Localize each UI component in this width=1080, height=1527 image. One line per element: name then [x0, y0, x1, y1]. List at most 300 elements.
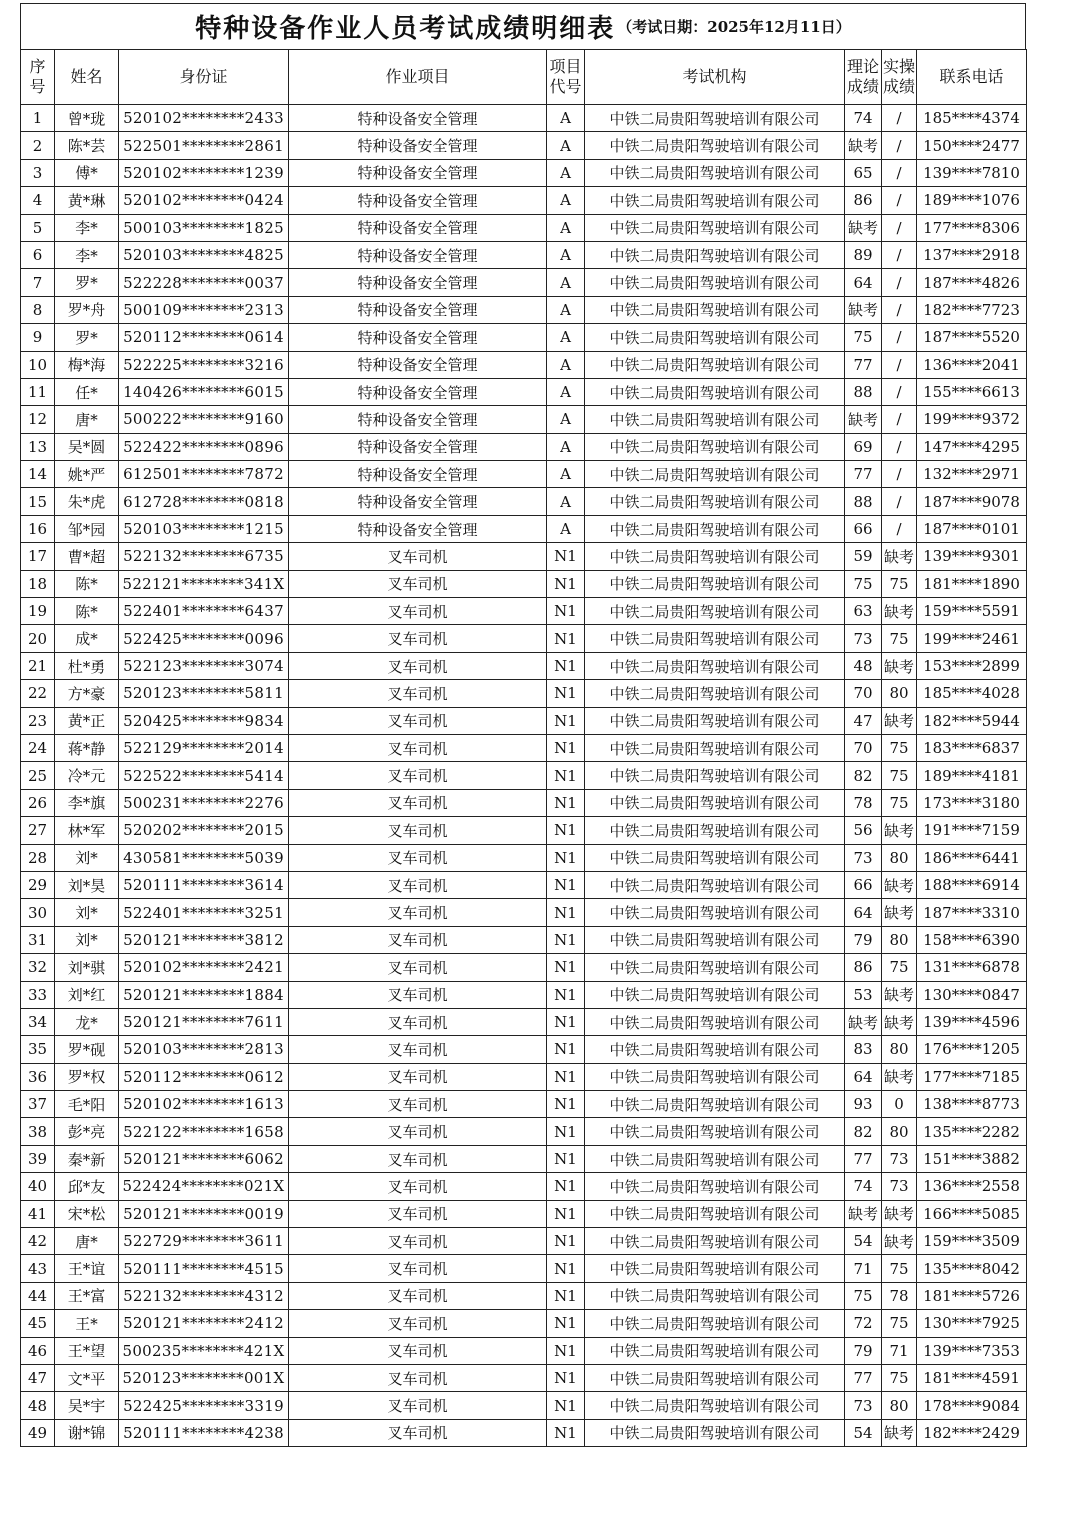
- cell-phone: 137****2918: [917, 241, 1027, 268]
- cell-id-card: 520123********001X: [119, 1364, 289, 1391]
- cell-theory-score: 82: [845, 762, 882, 789]
- cell-exam-institution: 中铁二局贵阳驾驶培训有限公司: [585, 461, 845, 488]
- cell-name: 任*: [55, 378, 119, 405]
- cell-item-code: A: [547, 324, 585, 351]
- cell-practical-score: 缺考: [882, 1228, 917, 1255]
- table-row: [21, 680, 1027, 707]
- cell-id-card: 522522********5414: [119, 762, 289, 789]
- cell-exam-institution: 中铁二局贵阳驾驶培训有限公司: [585, 1282, 845, 1309]
- cell-name: 吴*宇: [55, 1392, 119, 1419]
- cell-work-item: 叉车司机: [289, 1282, 547, 1309]
- cell-id-card: 522501********2861: [119, 132, 289, 159]
- cell-work-item: 特种设备安全管理: [289, 515, 547, 542]
- cell-practical-score: 缺考: [882, 871, 917, 898]
- cell-work-item: 叉车司机: [289, 1337, 547, 1364]
- cell-id-card: 612501********7872: [119, 461, 289, 488]
- cell-phone: 189****1076: [917, 187, 1027, 214]
- cell-seq: 17: [21, 543, 55, 570]
- cell-id-card: 520103********2813: [119, 1036, 289, 1063]
- cell-practical-score: /: [882, 515, 917, 542]
- cell-phone: 130****0847: [917, 981, 1027, 1008]
- cell-item-code: N1: [547, 981, 585, 1008]
- cell-theory-score: 65: [845, 159, 882, 186]
- cell-phone: 131****6878: [917, 954, 1027, 981]
- cell-practical-score: /: [882, 406, 917, 433]
- cell-theory-score: 70: [845, 734, 882, 761]
- cell-seq: 48: [21, 1392, 55, 1419]
- cell-practical-score: /: [882, 269, 917, 296]
- cell-name: 杜*勇: [55, 652, 119, 679]
- cell-seq: 46: [21, 1337, 55, 1364]
- cell-phone: 151****3882: [917, 1145, 1027, 1172]
- cell-seq: 40: [21, 1173, 55, 1200]
- cell-id-card: 500109********2313: [119, 296, 289, 323]
- cell-seq: 8: [21, 296, 55, 323]
- sheet-title: [20, 3, 1026, 49]
- cell-work-item: 叉车司机: [289, 871, 547, 898]
- cell-name: 姚*严: [55, 461, 119, 488]
- cell-practical-score: /: [882, 378, 917, 405]
- cell-practical-score: /: [882, 324, 917, 351]
- cell-item-code: A: [547, 515, 585, 542]
- cell-item-code: N1: [547, 1145, 585, 1172]
- cell-practical-score: /: [882, 488, 917, 515]
- header-line: 理论: [846, 57, 879, 76]
- cell-phone: 178****9084: [917, 1392, 1027, 1419]
- table-row: [21, 351, 1027, 378]
- cell-work-item: 特种设备安全管理: [289, 296, 547, 323]
- table-row: [21, 570, 1027, 597]
- header-name: [55, 50, 119, 105]
- cell-theory-score: 53: [845, 981, 882, 1008]
- cell-practical-score: 缺考: [882, 981, 917, 1008]
- table-row: [21, 105, 1027, 132]
- table-row: [21, 1419, 1027, 1446]
- table-row: [21, 324, 1027, 351]
- cell-id-card: 520102********2421: [119, 954, 289, 981]
- cell-practical-score: 75: [882, 625, 917, 652]
- cell-phone: 189****4181: [917, 762, 1027, 789]
- cell-item-code: N1: [547, 1364, 585, 1391]
- cell-practical-score: 75: [882, 789, 917, 816]
- cell-name: 蒋*静: [55, 734, 119, 761]
- cell-practical-score: /: [882, 241, 917, 268]
- cell-theory-score: 89: [845, 241, 882, 268]
- cell-phone: 177****8306: [917, 214, 1027, 241]
- score-table: [20, 49, 1027, 1447]
- cell-id-card: 520121********6062: [119, 1145, 289, 1172]
- cell-exam-institution: 中铁二局贵阳驾驶培训有限公司: [585, 598, 845, 625]
- cell-practical-score: 73: [882, 1173, 917, 1200]
- cell-phone: 135****8042: [917, 1255, 1027, 1282]
- cell-item-code: A: [547, 461, 585, 488]
- cell-item-code: N1: [547, 789, 585, 816]
- cell-exam-institution: 中铁二局贵阳驾驶培训有限公司: [585, 1392, 845, 1419]
- cell-seq: 27: [21, 817, 55, 844]
- cell-seq: 11: [21, 378, 55, 405]
- cell-practical-score: 75: [882, 570, 917, 597]
- table-row: [21, 296, 1027, 323]
- cell-seq: 31: [21, 926, 55, 953]
- cell-theory-score: 75: [845, 324, 882, 351]
- cell-seq: 34: [21, 1008, 55, 1035]
- cell-theory-score: 66: [845, 515, 882, 542]
- table-row: [21, 1255, 1027, 1282]
- cell-phone: 182****2429: [917, 1419, 1027, 1446]
- cell-practical-score: 80: [882, 680, 917, 707]
- cell-work-item: 特种设备安全管理: [289, 105, 547, 132]
- table-row: [21, 406, 1027, 433]
- cell-seq: 44: [21, 1282, 55, 1309]
- cell-id-card: 520123********5811: [119, 680, 289, 707]
- cell-theory-score: 77: [845, 351, 882, 378]
- cell-theory-score: 48: [845, 652, 882, 679]
- cell-item-code: A: [547, 406, 585, 433]
- cell-item-code: A: [547, 351, 585, 378]
- cell-exam-institution: 中铁二局贵阳驾驶培训有限公司: [585, 1008, 845, 1035]
- cell-id-card: 520121********7611: [119, 1008, 289, 1035]
- cell-seq: 30: [21, 899, 55, 926]
- cell-seq: 2: [21, 132, 55, 159]
- cell-work-item: 特种设备安全管理: [289, 488, 547, 515]
- cell-id-card: 520112********0614: [119, 324, 289, 351]
- table-row: [21, 1036, 1027, 1063]
- cell-seq: 18: [21, 570, 55, 597]
- cell-theory-score: 70: [845, 680, 882, 707]
- cell-seq: 32: [21, 954, 55, 981]
- score-sheet: [20, 3, 1026, 1447]
- table-row: [21, 159, 1027, 186]
- cell-name: 陈*: [55, 598, 119, 625]
- table-row: [21, 652, 1027, 679]
- cell-practical-score: 缺考: [882, 707, 917, 734]
- cell-work-item: 叉车司机: [289, 1200, 547, 1227]
- cell-practical-score: 75: [882, 1255, 917, 1282]
- cell-theory-score: 75: [845, 1282, 882, 1309]
- cell-practical-score: /: [882, 296, 917, 323]
- cell-work-item: 叉车司机: [289, 1228, 547, 1255]
- cell-id-card: 522129********2014: [119, 734, 289, 761]
- cell-work-item: 叉车司机: [289, 926, 547, 953]
- cell-id-card: 522228********0037: [119, 269, 289, 296]
- title-main: 特种设备作业人员考试成绩明细表: [195, 14, 616, 44]
- table-row: [21, 488, 1027, 515]
- cell-exam-institution: 中铁二局贵阳驾驶培训有限公司: [585, 625, 845, 652]
- cell-item-code: N1: [547, 1118, 585, 1145]
- cell-seq: 25: [21, 762, 55, 789]
- cell-practical-score: 78: [882, 1282, 917, 1309]
- cell-name: 李*旗: [55, 789, 119, 816]
- cell-practical-score: 75: [882, 734, 917, 761]
- cell-name: 曹*超: [55, 543, 119, 570]
- cell-exam-institution: 中铁二局贵阳驾驶培训有限公司: [585, 981, 845, 1008]
- cell-id-card: 522225********3216: [119, 351, 289, 378]
- cell-phone: 185****4374: [917, 105, 1027, 132]
- cell-work-item: 叉车司机: [289, 543, 547, 570]
- cell-name: 宋*松: [55, 1200, 119, 1227]
- table-row: [21, 789, 1027, 816]
- cell-theory-score: 75: [845, 570, 882, 597]
- cell-id-card: 430581********5039: [119, 844, 289, 871]
- cell-id-card: 520102********0424: [119, 187, 289, 214]
- cell-exam-institution: 中铁二局贵阳驾驶培训有限公司: [585, 570, 845, 597]
- cell-item-code: A: [547, 132, 585, 159]
- table-row: [21, 762, 1027, 789]
- cell-exam-institution: 中铁二局贵阳驾驶培训有限公司: [585, 351, 845, 378]
- cell-theory-score: 93: [845, 1091, 882, 1118]
- cell-item-code: N1: [547, 1008, 585, 1035]
- cell-name: 陈*: [55, 570, 119, 597]
- cell-exam-institution: 中铁二局贵阳驾驶培训有限公司: [585, 269, 845, 296]
- table-row: [21, 1008, 1027, 1035]
- cell-practical-score: 0: [882, 1091, 917, 1118]
- cell-seq: 28: [21, 844, 55, 871]
- cell-practical-score: 80: [882, 1118, 917, 1145]
- cell-work-item: 叉车司机: [289, 1173, 547, 1200]
- cell-phone: 147****4295: [917, 433, 1027, 460]
- cell-exam-institution: 中铁二局贵阳驾驶培训有限公司: [585, 652, 845, 679]
- cell-name: 黄*琳: [55, 187, 119, 214]
- cell-work-item: 特种设备安全管理: [289, 187, 547, 214]
- cell-phone: 185****4028: [917, 680, 1027, 707]
- cell-id-card: 522122********1658: [119, 1118, 289, 1145]
- table-row: [21, 899, 1027, 926]
- cell-id-card: 520121********1884: [119, 981, 289, 1008]
- cell-exam-institution: 中铁二局贵阳驾驶培训有限公司: [585, 926, 845, 953]
- cell-seq: 4: [21, 187, 55, 214]
- cell-name: 罗*舟: [55, 296, 119, 323]
- header-row: [21, 50, 1027, 105]
- header-line: 姓名: [70, 67, 103, 86]
- cell-work-item: 叉车司机: [289, 817, 547, 844]
- cell-work-item: 叉车司机: [289, 899, 547, 926]
- header-line: 成绩: [882, 77, 915, 96]
- cell-phone: 136****2558: [917, 1173, 1027, 1200]
- cell-practical-score: 75: [882, 762, 917, 789]
- cell-exam-institution: 中铁二局贵阳驾驶培训有限公司: [585, 1036, 845, 1063]
- cell-theory-score: 缺考: [845, 1008, 882, 1035]
- cell-theory-score: 83: [845, 1036, 882, 1063]
- cell-name: 罗*权: [55, 1063, 119, 1090]
- cell-item-code: A: [547, 296, 585, 323]
- cell-name: 李*: [55, 214, 119, 241]
- cell-phone: 153****2899: [917, 652, 1027, 679]
- cell-item-code: N1: [547, 625, 585, 652]
- cell-exam-institution: 中铁二局贵阳驾驶培训有限公司: [585, 762, 845, 789]
- cell-seq: 45: [21, 1310, 55, 1337]
- cell-exam-institution: 中铁二局贵阳驾驶培训有限公司: [585, 214, 845, 241]
- cell-work-item: 叉车司机: [289, 954, 547, 981]
- cell-theory-score: 66: [845, 871, 882, 898]
- cell-item-code: N1: [547, 1200, 585, 1227]
- cell-id-card: 520425********9834: [119, 707, 289, 734]
- cell-name: 刘*骐: [55, 954, 119, 981]
- cell-seq: 26: [21, 789, 55, 816]
- cell-name: 彭*亮: [55, 1118, 119, 1145]
- cell-phone: 183****6837: [917, 734, 1027, 761]
- cell-name: 李*: [55, 241, 119, 268]
- cell-seq: 23: [21, 707, 55, 734]
- cell-practical-score: /: [882, 433, 917, 460]
- cell-exam-institution: 中铁二局贵阳驾驶培训有限公司: [585, 433, 845, 460]
- cell-phone: 159****5591: [917, 598, 1027, 625]
- cell-theory-score: 缺考: [845, 1200, 882, 1227]
- cell-phone: 181****5726: [917, 1282, 1027, 1309]
- cell-practical-score: 缺考: [882, 817, 917, 844]
- table-row: [21, 378, 1027, 405]
- cell-work-item: 叉车司机: [289, 652, 547, 679]
- table-row: [21, 707, 1027, 734]
- table-row: [21, 734, 1027, 761]
- cell-theory-score: 54: [845, 1419, 882, 1446]
- cell-exam-institution: 中铁二局贵阳驾驶培训有限公司: [585, 406, 845, 433]
- cell-name: 王*谊: [55, 1255, 119, 1282]
- cell-practical-score: 缺考: [882, 1200, 917, 1227]
- header-work-item: [289, 50, 547, 105]
- cell-exam-institution: 中铁二局贵阳驾驶培训有限公司: [585, 187, 845, 214]
- header-seq: [21, 50, 55, 105]
- cell-name: 唐*: [55, 406, 119, 433]
- cell-item-code: A: [547, 433, 585, 460]
- cell-name: 梅*海: [55, 351, 119, 378]
- header-line: 实操: [882, 57, 915, 76]
- cell-id-card: 520102********1239: [119, 159, 289, 186]
- cell-theory-score: 73: [845, 625, 882, 652]
- cell-seq: 1: [21, 105, 55, 132]
- cell-id-card: 520103********4825: [119, 241, 289, 268]
- cell-practical-score: /: [882, 132, 917, 159]
- cell-item-code: N1: [547, 1036, 585, 1063]
- cell-item-code: N1: [547, 1310, 585, 1337]
- cell-seq: 9: [21, 324, 55, 351]
- cell-phone: 187****9078: [917, 488, 1027, 515]
- cell-name: 刘*: [55, 844, 119, 871]
- cell-phone: 186****6441: [917, 844, 1027, 871]
- cell-item-code: N1: [547, 734, 585, 761]
- cell-exam-institution: 中铁二局贵阳驾驶培训有限公司: [585, 1200, 845, 1227]
- table-row: [21, 433, 1027, 460]
- cell-seq: 6: [21, 241, 55, 268]
- cell-seq: 29: [21, 871, 55, 898]
- cell-work-item: 特种设备安全管理: [289, 324, 547, 351]
- cell-practical-score: 80: [882, 1036, 917, 1063]
- cell-seq: 13: [21, 433, 55, 460]
- cell-id-card: 520102********2433: [119, 105, 289, 132]
- cell-exam-institution: 中铁二局贵阳驾驶培训有限公司: [585, 378, 845, 405]
- cell-id-card: 522729********3611: [119, 1228, 289, 1255]
- cell-id-card: 500231********2276: [119, 789, 289, 816]
- cell-id-card: 522132********6735: [119, 543, 289, 570]
- cell-phone: 188****6914: [917, 871, 1027, 898]
- cell-id-card: 522401********6437: [119, 598, 289, 625]
- cell-seq: 36: [21, 1063, 55, 1090]
- header-line: 代号: [549, 77, 582, 96]
- cell-name: 毛*阳: [55, 1091, 119, 1118]
- cell-phone: 187****5520: [917, 324, 1027, 351]
- table-row: [21, 187, 1027, 214]
- cell-phone: 132****2971: [917, 461, 1027, 488]
- cell-name: 刘*红: [55, 981, 119, 1008]
- cell-seq: 24: [21, 734, 55, 761]
- cell-item-code: N1: [547, 1255, 585, 1282]
- cell-id-card: 520111********4238: [119, 1419, 289, 1446]
- cell-seq: 38: [21, 1118, 55, 1145]
- cell-theory-score: 79: [845, 1337, 882, 1364]
- cell-work-item: 叉车司机: [289, 762, 547, 789]
- cell-name: 刘*: [55, 899, 119, 926]
- cell-name: 龙*: [55, 1008, 119, 1035]
- cell-item-code: A: [547, 241, 585, 268]
- cell-phone: 191****7159: [917, 817, 1027, 844]
- cell-item-code: N1: [547, 680, 585, 707]
- cell-work-item: 叉车司机: [289, 1392, 547, 1419]
- cell-work-item: 特种设备安全管理: [289, 241, 547, 268]
- header-line: 作业项目: [385, 67, 450, 86]
- cell-exam-institution: 中铁二局贵阳驾驶培训有限公司: [585, 1228, 845, 1255]
- table-row: [21, 981, 1027, 1008]
- cell-theory-score: 69: [845, 433, 882, 460]
- cell-practical-score: /: [882, 187, 917, 214]
- cell-phone: 139****9301: [917, 543, 1027, 570]
- header-line: 序: [29, 57, 46, 76]
- cell-work-item: 叉车司机: [289, 707, 547, 734]
- header-line: 考试机构: [682, 67, 747, 86]
- cell-exam-institution: 中铁二局贵阳驾驶培训有限公司: [585, 241, 845, 268]
- cell-theory-score: 47: [845, 707, 882, 734]
- cell-id-card: 522123********3074: [119, 652, 289, 679]
- cell-practical-score: 71: [882, 1337, 917, 1364]
- table-row: [21, 1337, 1027, 1364]
- cell-practical-score: 缺考: [882, 1063, 917, 1090]
- cell-work-item: 叉车司机: [289, 1091, 547, 1118]
- cell-practical-score: 缺考: [882, 598, 917, 625]
- cell-exam-institution: 中铁二局贵阳驾驶培训有限公司: [585, 1310, 845, 1337]
- cell-theory-score: 86: [845, 187, 882, 214]
- cell-work-item: 特种设备安全管理: [289, 159, 547, 186]
- cell-phone: 177****7185: [917, 1063, 1027, 1090]
- table-row: [21, 515, 1027, 542]
- cell-id-card: 520103********1215: [119, 515, 289, 542]
- table-row: [21, 269, 1027, 296]
- cell-id-card: 500103********1825: [119, 214, 289, 241]
- cell-work-item: 叉车司机: [289, 844, 547, 871]
- cell-name: 罗*: [55, 269, 119, 296]
- cell-item-code: A: [547, 214, 585, 241]
- cell-exam-institution: 中铁二局贵阳驾驶培训有限公司: [585, 1173, 845, 1200]
- cell-seq: 3: [21, 159, 55, 186]
- cell-seq: 37: [21, 1091, 55, 1118]
- cell-item-code: N1: [547, 1419, 585, 1446]
- cell-id-card: 522425********0096: [119, 625, 289, 652]
- cell-theory-score: 74: [845, 1173, 882, 1200]
- cell-item-code: N1: [547, 954, 585, 981]
- cell-work-item: 叉车司机: [289, 1364, 547, 1391]
- cell-theory-score: 73: [845, 1392, 882, 1419]
- cell-phone: 138****8773: [917, 1091, 1027, 1118]
- cell-seq: 12: [21, 406, 55, 433]
- cell-id-card: 522121********341X: [119, 570, 289, 597]
- cell-item-code: N1: [547, 1392, 585, 1419]
- cell-seq: 42: [21, 1228, 55, 1255]
- cell-name: 曾*珑: [55, 105, 119, 132]
- cell-seq: 14: [21, 461, 55, 488]
- table-row: [21, 871, 1027, 898]
- table-row: [21, 817, 1027, 844]
- cell-item-code: N1: [547, 598, 585, 625]
- cell-exam-institution: 中铁二局贵阳驾驶培训有限公司: [585, 954, 845, 981]
- cell-item-code: A: [547, 269, 585, 296]
- cell-seq: 21: [21, 652, 55, 679]
